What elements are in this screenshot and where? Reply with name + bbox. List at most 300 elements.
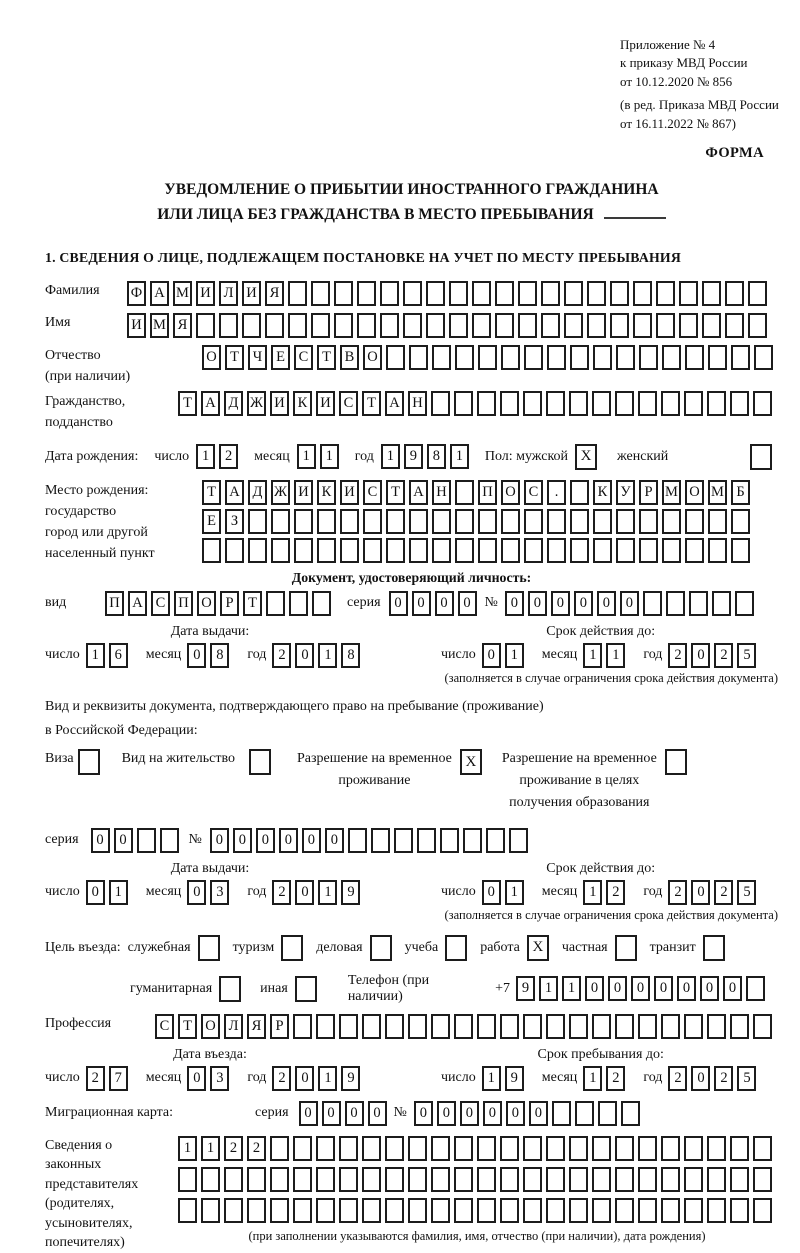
form-cell[interactable]: О bbox=[501, 480, 520, 505]
form-cell[interactable]: X bbox=[527, 935, 549, 961]
form-cell[interactable] bbox=[288, 313, 307, 338]
form-cell[interactable]: 0 bbox=[91, 828, 110, 853]
form-cell[interactable] bbox=[348, 828, 367, 853]
form-cell[interactable] bbox=[385, 1014, 404, 1039]
form-cell[interactable] bbox=[569, 1167, 588, 1192]
form-cell[interactable]: 2 bbox=[272, 1066, 291, 1091]
form-cell[interactable]: 0 bbox=[585, 976, 604, 1001]
form-cell[interactable]: Ч bbox=[248, 345, 267, 370]
form-cell[interactable] bbox=[316, 1198, 335, 1223]
form-cell[interactable]: 0 bbox=[482, 643, 501, 668]
form-cell[interactable]: Я bbox=[173, 313, 192, 338]
form-cell[interactable] bbox=[317, 538, 336, 563]
form-cell[interactable] bbox=[621, 1101, 640, 1126]
form-cell[interactable]: 0 bbox=[187, 1066, 206, 1091]
form-cell[interactable] bbox=[753, 1136, 772, 1161]
form-cell[interactable]: И bbox=[196, 281, 215, 306]
form-cell[interactable] bbox=[501, 345, 520, 370]
form-cell[interactable] bbox=[684, 1014, 703, 1039]
form-cell[interactable] bbox=[380, 313, 399, 338]
form-cell[interactable] bbox=[615, 935, 637, 961]
form-cell[interactable] bbox=[334, 281, 353, 306]
form-cell[interactable] bbox=[478, 509, 497, 534]
form-cell[interactable]: 1 bbox=[381, 444, 400, 469]
form-cell[interactable] bbox=[610, 281, 629, 306]
form-cell[interactable]: 2 bbox=[219, 444, 238, 469]
form-cell[interactable]: 0 bbox=[345, 1101, 364, 1126]
form-cell[interactable] bbox=[316, 1167, 335, 1192]
form-cell[interactable] bbox=[242, 313, 261, 338]
form-cell[interactable]: 5 bbox=[737, 1066, 756, 1091]
form-cell[interactable] bbox=[615, 1014, 634, 1039]
form-cell[interactable] bbox=[616, 509, 635, 534]
form-cell[interactable]: Т bbox=[178, 391, 197, 416]
form-cell[interactable]: Т bbox=[362, 391, 381, 416]
form-cell[interactable] bbox=[546, 1136, 565, 1161]
form-cell[interactable]: 7 bbox=[109, 1066, 128, 1091]
form-cell[interactable] bbox=[662, 509, 681, 534]
form-cell[interactable] bbox=[178, 1167, 197, 1192]
form-cell[interactable]: О bbox=[197, 591, 216, 616]
form-cell[interactable] bbox=[454, 1014, 473, 1039]
form-cell[interactable]: Я bbox=[265, 281, 284, 306]
form-cell[interactable]: Р bbox=[639, 480, 658, 505]
form-cell[interactable]: 0 bbox=[187, 643, 206, 668]
form-cell[interactable] bbox=[592, 1014, 611, 1039]
form-cell[interactable]: Р bbox=[270, 1014, 289, 1039]
form-cell[interactable] bbox=[598, 1101, 617, 1126]
form-cell[interactable]: 1 bbox=[505, 643, 524, 668]
form-cell[interactable] bbox=[523, 1198, 542, 1223]
form-cell[interactable]: И bbox=[316, 391, 335, 416]
form-cell[interactable] bbox=[408, 1167, 427, 1192]
form-cell[interactable]: К bbox=[593, 480, 612, 505]
form-cell[interactable] bbox=[340, 538, 359, 563]
form-cell[interactable] bbox=[478, 345, 497, 370]
form-cell[interactable] bbox=[455, 538, 474, 563]
form-cell[interactable]: 0 bbox=[302, 828, 321, 853]
form-cell[interactable] bbox=[638, 1014, 657, 1039]
form-cell[interactable] bbox=[247, 1167, 266, 1192]
form-cell[interactable]: 2 bbox=[606, 880, 625, 905]
form-cell[interactable]: 0 bbox=[551, 591, 570, 616]
form-cell[interactable] bbox=[708, 509, 727, 534]
form-cell[interactable] bbox=[541, 313, 560, 338]
form-cell[interactable]: Ф bbox=[127, 281, 146, 306]
form-cell[interactable]: М bbox=[708, 480, 727, 505]
form-cell[interactable] bbox=[224, 1167, 243, 1192]
form-cell[interactable] bbox=[380, 281, 399, 306]
form-cell[interactable]: 2 bbox=[668, 880, 687, 905]
form-cell[interactable] bbox=[639, 538, 658, 563]
form-cell[interactable] bbox=[311, 281, 330, 306]
form-cell[interactable] bbox=[638, 1198, 657, 1223]
form-cell[interactable]: 2 bbox=[668, 643, 687, 668]
form-cell[interactable] bbox=[431, 391, 450, 416]
form-cell[interactable] bbox=[248, 509, 267, 534]
form-cell[interactable]: И bbox=[270, 391, 289, 416]
form-cell[interactable] bbox=[270, 1198, 289, 1223]
form-cell[interactable]: 0 bbox=[256, 828, 275, 853]
form-cell[interactable]: 1 bbox=[482, 1066, 501, 1091]
form-cell[interactable] bbox=[362, 1198, 381, 1223]
form-cell[interactable]: 0 bbox=[435, 591, 454, 616]
form-cell[interactable] bbox=[684, 391, 703, 416]
form-cell[interactable] bbox=[224, 1198, 243, 1223]
form-cell[interactable] bbox=[616, 538, 635, 563]
form-cell[interactable] bbox=[685, 345, 704, 370]
form-cell[interactable]: 1 bbox=[318, 1066, 337, 1091]
form-cell[interactable] bbox=[546, 1167, 565, 1192]
form-cell[interactable]: 1 bbox=[86, 643, 105, 668]
form-cell[interactable] bbox=[501, 509, 520, 534]
form-cell[interactable]: А bbox=[385, 391, 404, 416]
form-cell[interactable]: Б bbox=[731, 480, 750, 505]
form-cell[interactable]: 0 bbox=[322, 1101, 341, 1126]
form-cell[interactable] bbox=[454, 391, 473, 416]
form-cell[interactable]: 9 bbox=[505, 1066, 524, 1091]
form-cell[interactable] bbox=[633, 313, 652, 338]
form-cell[interactable]: 0 bbox=[325, 828, 344, 853]
form-cell[interactable] bbox=[753, 1167, 772, 1192]
form-cell[interactable] bbox=[615, 1198, 634, 1223]
form-cell[interactable]: 0 bbox=[691, 643, 710, 668]
form-cell[interactable] bbox=[317, 509, 336, 534]
form-cell[interactable] bbox=[477, 1198, 496, 1223]
form-cell[interactable] bbox=[523, 1167, 542, 1192]
form-cell[interactable] bbox=[294, 509, 313, 534]
form-cell[interactable]: 2 bbox=[668, 1066, 687, 1091]
form-cell[interactable] bbox=[454, 1136, 473, 1161]
form-cell[interactable] bbox=[616, 345, 635, 370]
form-cell[interactable] bbox=[547, 345, 566, 370]
form-cell[interactable] bbox=[265, 313, 284, 338]
form-cell[interactable] bbox=[575, 1101, 594, 1126]
form-cell[interactable]: Т bbox=[202, 480, 221, 505]
form-cell[interactable] bbox=[431, 1014, 450, 1039]
form-cell[interactable] bbox=[270, 1136, 289, 1161]
form-cell[interactable] bbox=[753, 391, 772, 416]
form-cell[interactable] bbox=[431, 1198, 450, 1223]
form-cell[interactable]: 0 bbox=[412, 591, 431, 616]
form-cell[interactable] bbox=[592, 1198, 611, 1223]
form-cell[interactable] bbox=[593, 538, 612, 563]
form-cell[interactable] bbox=[440, 828, 459, 853]
form-cell[interactable] bbox=[592, 391, 611, 416]
form-cell[interactable] bbox=[339, 1014, 358, 1039]
form-cell[interactable]: Я bbox=[247, 1014, 266, 1039]
form-cell[interactable] bbox=[78, 749, 100, 775]
form-cell[interactable]: 1 bbox=[318, 643, 337, 668]
form-cell[interactable] bbox=[643, 591, 662, 616]
form-cell[interactable] bbox=[730, 1198, 749, 1223]
form-cell[interactable] bbox=[289, 591, 308, 616]
form-cell[interactable] bbox=[587, 281, 606, 306]
form-cell[interactable] bbox=[546, 1014, 565, 1039]
form-cell[interactable] bbox=[639, 509, 658, 534]
form-cell[interactable]: Т bbox=[317, 345, 336, 370]
form-cell[interactable]: 1 bbox=[450, 444, 469, 469]
form-cell[interactable] bbox=[426, 313, 445, 338]
form-cell[interactable]: Ж bbox=[271, 480, 290, 505]
form-cell[interactable] bbox=[270, 1167, 289, 1192]
form-cell[interactable] bbox=[725, 313, 744, 338]
form-cell[interactable] bbox=[569, 1014, 588, 1039]
form-cell[interactable]: 0 bbox=[460, 1101, 479, 1126]
form-cell[interactable]: 2 bbox=[714, 1066, 733, 1091]
form-cell[interactable]: 0 bbox=[723, 976, 742, 1001]
form-cell[interactable]: С bbox=[294, 345, 313, 370]
form-cell[interactable] bbox=[357, 281, 376, 306]
form-cell[interactable]: X bbox=[575, 444, 597, 470]
form-cell[interactable]: С bbox=[524, 480, 543, 505]
form-cell[interactable]: С bbox=[363, 480, 382, 505]
form-cell[interactable]: О bbox=[201, 1014, 220, 1039]
form-cell[interactable] bbox=[198, 935, 220, 961]
form-cell[interactable]: 0 bbox=[597, 591, 616, 616]
form-cell[interactable] bbox=[707, 1167, 726, 1192]
form-cell[interactable] bbox=[409, 509, 428, 534]
form-cell[interactable] bbox=[472, 281, 491, 306]
form-cell[interactable] bbox=[730, 1136, 749, 1161]
form-cell[interactable] bbox=[477, 1014, 496, 1039]
form-cell[interactable] bbox=[417, 828, 436, 853]
form-cell[interactable] bbox=[684, 1136, 703, 1161]
form-cell[interactable] bbox=[501, 538, 520, 563]
form-cell[interactable] bbox=[662, 538, 681, 563]
form-cell[interactable]: 2 bbox=[714, 880, 733, 905]
form-cell[interactable] bbox=[408, 1198, 427, 1223]
form-cell[interactable] bbox=[445, 935, 467, 961]
form-cell[interactable] bbox=[340, 509, 359, 534]
form-cell[interactable] bbox=[339, 1167, 358, 1192]
form-cell[interactable] bbox=[661, 1167, 680, 1192]
form-cell[interactable]: 0 bbox=[574, 591, 593, 616]
form-cell[interactable]: 8 bbox=[427, 444, 446, 469]
form-cell[interactable] bbox=[708, 538, 727, 563]
form-cell[interactable] bbox=[656, 313, 675, 338]
form-cell[interactable] bbox=[633, 281, 652, 306]
form-cell[interactable]: 1 bbox=[562, 976, 581, 1001]
form-cell[interactable] bbox=[592, 1136, 611, 1161]
form-cell[interactable]: 3 bbox=[210, 880, 229, 905]
form-cell[interactable]: 2 bbox=[86, 1066, 105, 1091]
form-cell[interactable] bbox=[702, 313, 721, 338]
form-cell[interactable]: М bbox=[662, 480, 681, 505]
form-cell[interactable] bbox=[679, 313, 698, 338]
form-cell[interactable]: 1 bbox=[201, 1136, 220, 1161]
form-cell[interactable] bbox=[495, 281, 514, 306]
form-cell[interactable] bbox=[386, 345, 405, 370]
form-cell[interactable]: Т bbox=[386, 480, 405, 505]
form-cell[interactable] bbox=[196, 313, 215, 338]
form-cell[interactable] bbox=[707, 391, 726, 416]
form-cell[interactable] bbox=[684, 1198, 703, 1223]
form-cell[interactable] bbox=[271, 538, 290, 563]
form-cell[interactable]: Д bbox=[224, 391, 243, 416]
form-cell[interactable] bbox=[249, 749, 271, 775]
form-cell[interactable]: 1 bbox=[583, 643, 602, 668]
form-cell[interactable] bbox=[666, 591, 685, 616]
form-cell[interactable] bbox=[455, 509, 474, 534]
form-cell[interactable] bbox=[288, 281, 307, 306]
form-cell[interactable] bbox=[615, 391, 634, 416]
form-cell[interactable]: 1 bbox=[178, 1136, 197, 1161]
form-cell[interactable]: 0 bbox=[529, 1101, 548, 1126]
form-cell[interactable] bbox=[593, 509, 612, 534]
form-cell[interactable]: Е bbox=[202, 509, 221, 534]
form-cell[interactable] bbox=[178, 1198, 197, 1223]
form-cell[interactable]: 0 bbox=[279, 828, 298, 853]
form-cell[interactable] bbox=[569, 391, 588, 416]
form-cell[interactable] bbox=[160, 828, 179, 853]
form-cell[interactable]: К bbox=[293, 391, 312, 416]
form-cell[interactable] bbox=[432, 345, 451, 370]
form-cell[interactable]: И bbox=[340, 480, 359, 505]
form-cell[interactable]: 9 bbox=[404, 444, 423, 469]
form-cell[interactable]: 0 bbox=[295, 880, 314, 905]
form-cell[interactable] bbox=[547, 509, 566, 534]
form-cell[interactable]: А bbox=[225, 480, 244, 505]
form-cell[interactable]: 0 bbox=[458, 591, 477, 616]
form-cell[interactable] bbox=[731, 345, 750, 370]
form-cell[interactable]: 0 bbox=[482, 880, 501, 905]
form-cell[interactable]: 0 bbox=[114, 828, 133, 853]
form-cell[interactable]: Н bbox=[408, 391, 427, 416]
form-cell[interactable]: 0 bbox=[299, 1101, 318, 1126]
form-cell[interactable] bbox=[431, 1136, 450, 1161]
form-cell[interactable]: 0 bbox=[210, 828, 229, 853]
form-cell[interactable]: 9 bbox=[341, 1066, 360, 1091]
form-cell[interactable]: К bbox=[317, 480, 336, 505]
form-cell[interactable]: А bbox=[128, 591, 147, 616]
form-cell[interactable]: 1 bbox=[109, 880, 128, 905]
form-cell[interactable] bbox=[547, 538, 566, 563]
form-cell[interactable] bbox=[495, 313, 514, 338]
form-cell[interactable]: 1 bbox=[505, 880, 524, 905]
form-cell[interactable] bbox=[219, 976, 241, 1002]
form-cell[interactable]: 8 bbox=[341, 643, 360, 668]
form-cell[interactable] bbox=[403, 281, 422, 306]
form-cell[interactable] bbox=[753, 1198, 772, 1223]
form-cell[interactable] bbox=[731, 509, 750, 534]
form-cell[interactable]: И bbox=[294, 480, 313, 505]
form-cell[interactable] bbox=[707, 1136, 726, 1161]
form-cell[interactable] bbox=[202, 538, 221, 563]
form-cell[interactable]: 9 bbox=[341, 880, 360, 905]
form-cell[interactable]: 5 bbox=[737, 880, 756, 905]
form-cell[interactable] bbox=[593, 345, 612, 370]
form-cell[interactable] bbox=[750, 444, 772, 470]
form-cell[interactable] bbox=[431, 1167, 450, 1192]
form-cell[interactable] bbox=[570, 345, 589, 370]
form-cell[interactable] bbox=[748, 281, 767, 306]
form-cell[interactable]: 0 bbox=[295, 643, 314, 668]
form-cell[interactable] bbox=[730, 391, 749, 416]
form-cell[interactable] bbox=[293, 1014, 312, 1039]
form-cell[interactable] bbox=[371, 828, 390, 853]
form-cell[interactable] bbox=[610, 313, 629, 338]
form-cell[interactable] bbox=[735, 591, 754, 616]
form-cell[interactable]: 0 bbox=[700, 976, 719, 1001]
form-cell[interactable] bbox=[477, 1136, 496, 1161]
form-cell[interactable] bbox=[546, 391, 565, 416]
form-cell[interactable]: 0 bbox=[677, 976, 696, 1001]
form-cell[interactable]: 6 bbox=[109, 643, 128, 668]
form-cell[interactable]: 0 bbox=[437, 1101, 456, 1126]
form-cell[interactable] bbox=[248, 538, 267, 563]
form-cell[interactable] bbox=[662, 345, 681, 370]
form-cell[interactable]: 0 bbox=[506, 1101, 525, 1126]
form-cell[interactable]: Л bbox=[219, 281, 238, 306]
form-cell[interactable] bbox=[334, 313, 353, 338]
form-cell[interactable] bbox=[363, 538, 382, 563]
form-cell[interactable]: Р bbox=[220, 591, 239, 616]
form-cell[interactable]: О bbox=[363, 345, 382, 370]
form-cell[interactable] bbox=[463, 828, 482, 853]
form-cell[interactable] bbox=[638, 1136, 657, 1161]
form-cell[interactable] bbox=[295, 976, 317, 1002]
form-cell[interactable]: 1 bbox=[297, 444, 316, 469]
form-cell[interactable]: И bbox=[127, 313, 146, 338]
form-cell[interactable]: 0 bbox=[414, 1101, 433, 1126]
form-cell[interactable] bbox=[455, 480, 474, 505]
form-cell[interactable]: А bbox=[201, 391, 220, 416]
form-cell[interactable]: А bbox=[150, 281, 169, 306]
form-cell[interactable]: X bbox=[460, 749, 482, 775]
form-cell[interactable] bbox=[707, 1198, 726, 1223]
form-cell[interactable]: В bbox=[340, 345, 359, 370]
form-cell[interactable] bbox=[339, 1136, 358, 1161]
form-cell[interactable] bbox=[746, 976, 765, 1001]
form-cell[interactable] bbox=[661, 1014, 680, 1039]
form-cell[interactable]: М bbox=[150, 313, 169, 338]
form-cell[interactable] bbox=[472, 313, 491, 338]
form-cell[interactable]: 0 bbox=[483, 1101, 502, 1126]
form-cell[interactable] bbox=[500, 1167, 519, 1192]
form-cell[interactable] bbox=[316, 1136, 335, 1161]
form-cell[interactable]: 0 bbox=[654, 976, 673, 1001]
form-cell[interactable]: Е bbox=[271, 345, 290, 370]
form-cell[interactable] bbox=[357, 313, 376, 338]
form-cell[interactable] bbox=[564, 281, 583, 306]
form-cell[interactable] bbox=[409, 538, 428, 563]
form-cell[interactable] bbox=[386, 538, 405, 563]
form-cell[interactable] bbox=[281, 935, 303, 961]
form-cell[interactable] bbox=[524, 345, 543, 370]
form-cell[interactable] bbox=[408, 1014, 427, 1039]
form-cell[interactable] bbox=[518, 313, 537, 338]
form-cell[interactable] bbox=[509, 828, 528, 853]
form-cell[interactable]: 0 bbox=[187, 880, 206, 905]
form-cell[interactable]: 0 bbox=[295, 1066, 314, 1091]
form-cell[interactable] bbox=[454, 1198, 473, 1223]
form-cell[interactable] bbox=[500, 1014, 519, 1039]
form-cell[interactable]: 0 bbox=[691, 880, 710, 905]
form-cell[interactable] bbox=[311, 313, 330, 338]
form-cell[interactable] bbox=[564, 313, 583, 338]
form-cell[interactable] bbox=[294, 538, 313, 563]
form-cell[interactable] bbox=[730, 1167, 749, 1192]
form-cell[interactable] bbox=[592, 1167, 611, 1192]
form-cell[interactable]: У bbox=[616, 480, 635, 505]
form-cell[interactable] bbox=[523, 391, 542, 416]
form-cell[interactable]: Т bbox=[178, 1014, 197, 1039]
form-cell[interactable]: П bbox=[478, 480, 497, 505]
form-cell[interactable] bbox=[370, 935, 392, 961]
form-cell[interactable]: 2 bbox=[247, 1136, 266, 1161]
form-cell[interactable] bbox=[570, 509, 589, 534]
